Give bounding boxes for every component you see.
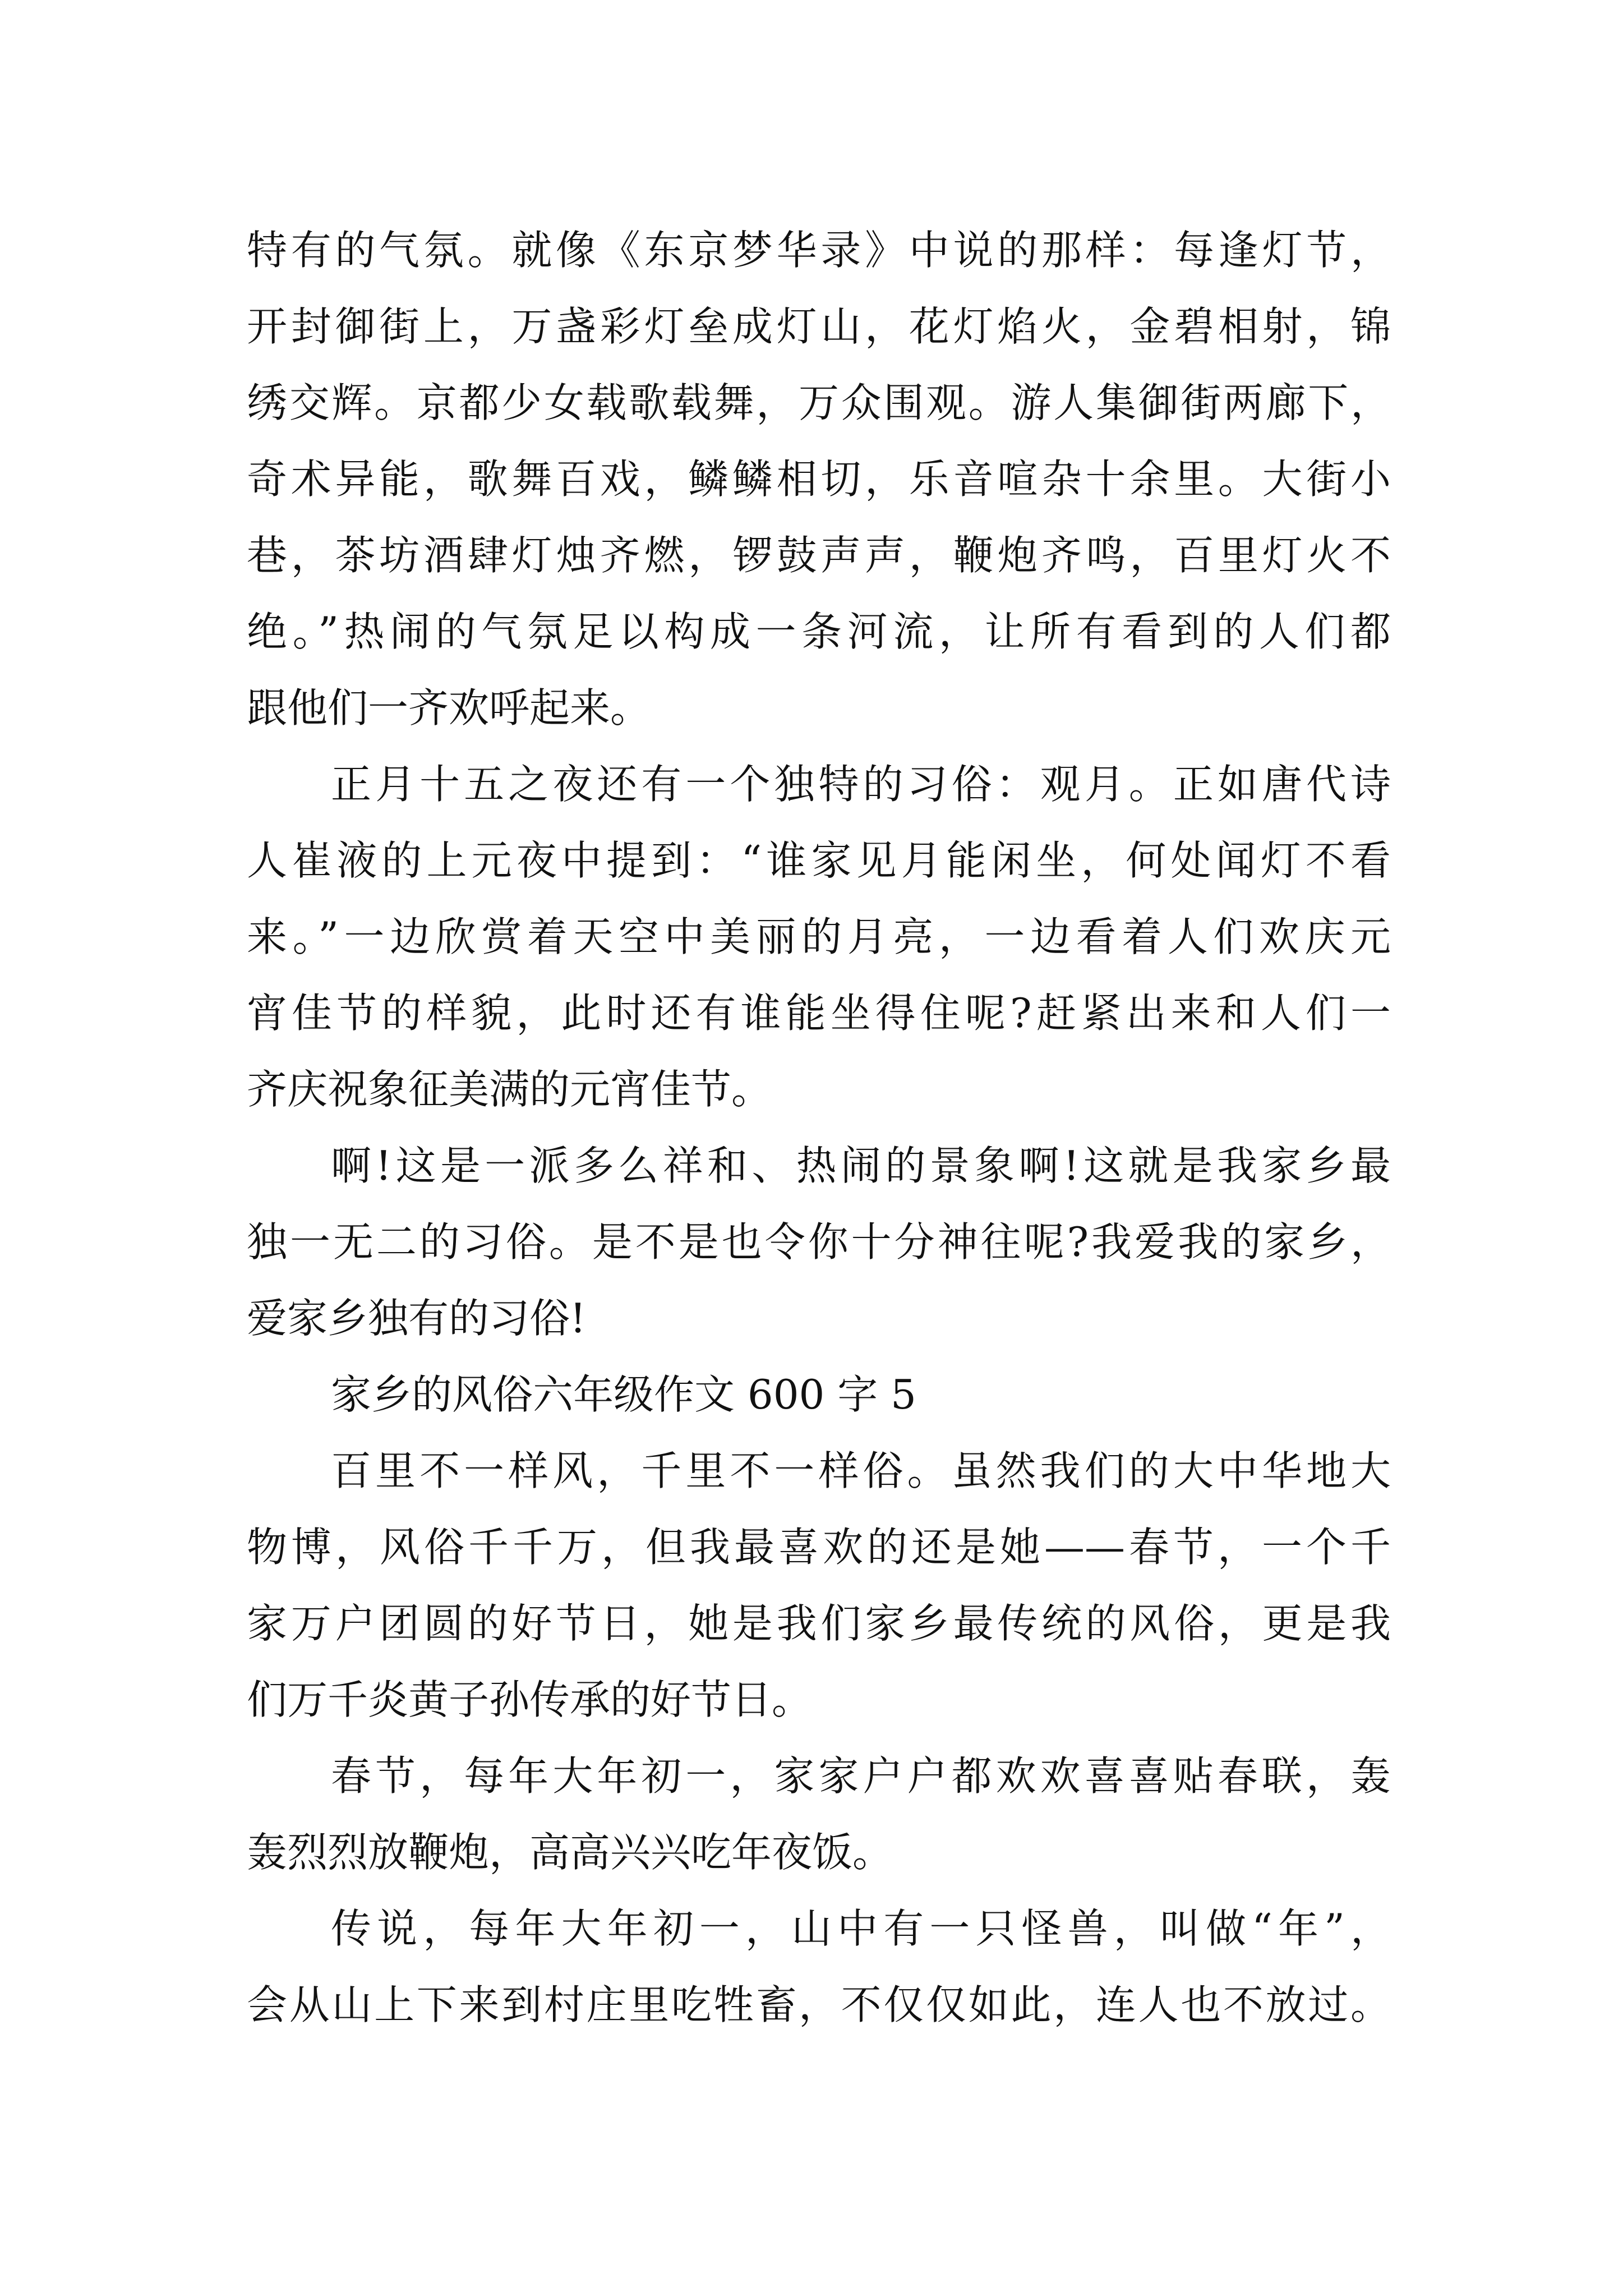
- text-line: 巷，茶坊酒肆灯烛齐燃，锣鼓声声，鞭炮齐鸣，百里灯火不: [247, 532, 1391, 579]
- text-line: 会从山上下来到村庄里吃牲畜，不仅仅如此，连人也不放过。: [247, 1981, 1391, 2028]
- text-line: 物博，风俗千千万，但我最喜欢的还是她——春节，一个千: [247, 1524, 1391, 1571]
- text-line: 啊!这是一派多么祥和、热闹的景象啊!这就是我家乡最: [331, 1142, 1391, 1189]
- text-line: 们万千炎黄子孙传承的好节日。: [247, 1676, 813, 1723]
- text-line: 特有的气氛。就像《东京梦华录》中说的那样：每逢灯节，: [247, 227, 1391, 274]
- text-line: 正月十五之夜还有一个独特的习俗：观月。正如唐代诗: [331, 761, 1391, 808]
- text-line: 轰烈烈放鞭炮，高高兴兴吃年夜饭。: [247, 1829, 893, 1876]
- text-line: 开封御街上，万盏彩灯垒成灯山，花灯焰火，金碧相射，锦: [247, 303, 1391, 350]
- text-line: 宵佳节的样貌，此时还有谁能坐得住呢?赶紧出来和人们一: [247, 990, 1391, 1037]
- text-line: 绣交辉。京都少女载歌载舞，万众围观。游人集御街两廊下，: [247, 379, 1391, 426]
- text-line: 爱家乡独有的习俗!: [247, 1295, 586, 1342]
- text-line: 跟他们一齐欢呼起来。: [247, 684, 651, 731]
- text-line: 传说，每年大年初一，山中有一只怪兽，叫做“年”，: [331, 1905, 1391, 1952]
- text-line: 家万户团圆的好节日，她是我们家乡最传统的风俗，更是我: [247, 1600, 1391, 1647]
- text-line: 独一无二的习俗。是不是也令你十分神往呢?我爱我的家乡，: [247, 1218, 1391, 1266]
- text-line: 绝。”热闹的气氛足以构成一条河流，让所有看到的人们都: [247, 608, 1391, 655]
- text-line: 百里不一样风，千里不一样俗。虽然我们的大中华地大: [331, 1447, 1391, 1494]
- article-body: [247, 212, 1391, 2043]
- text-line: 齐庆祝象征美满的元宵佳节。: [247, 1066, 772, 1113]
- section-heading: 家乡的风俗六年级作文 600 字 5: [331, 1371, 916, 1418]
- text-line: 奇术异能，歌舞百戏，鳞鳞相切，乐音喧杂十余里。大街小: [247, 455, 1391, 503]
- text-line: 人崔液的上元夜中提到：“谁家见月能闲坐，何处闻灯不看: [247, 837, 1391, 884]
- text-line: 来。”一边欣赏着天空中美丽的月亮，一边看着人们欢庆元: [247, 913, 1391, 960]
- text-line: 春节，每年大年初一，家家户户都欢欢喜喜贴春联，轰: [331, 1752, 1391, 1800]
